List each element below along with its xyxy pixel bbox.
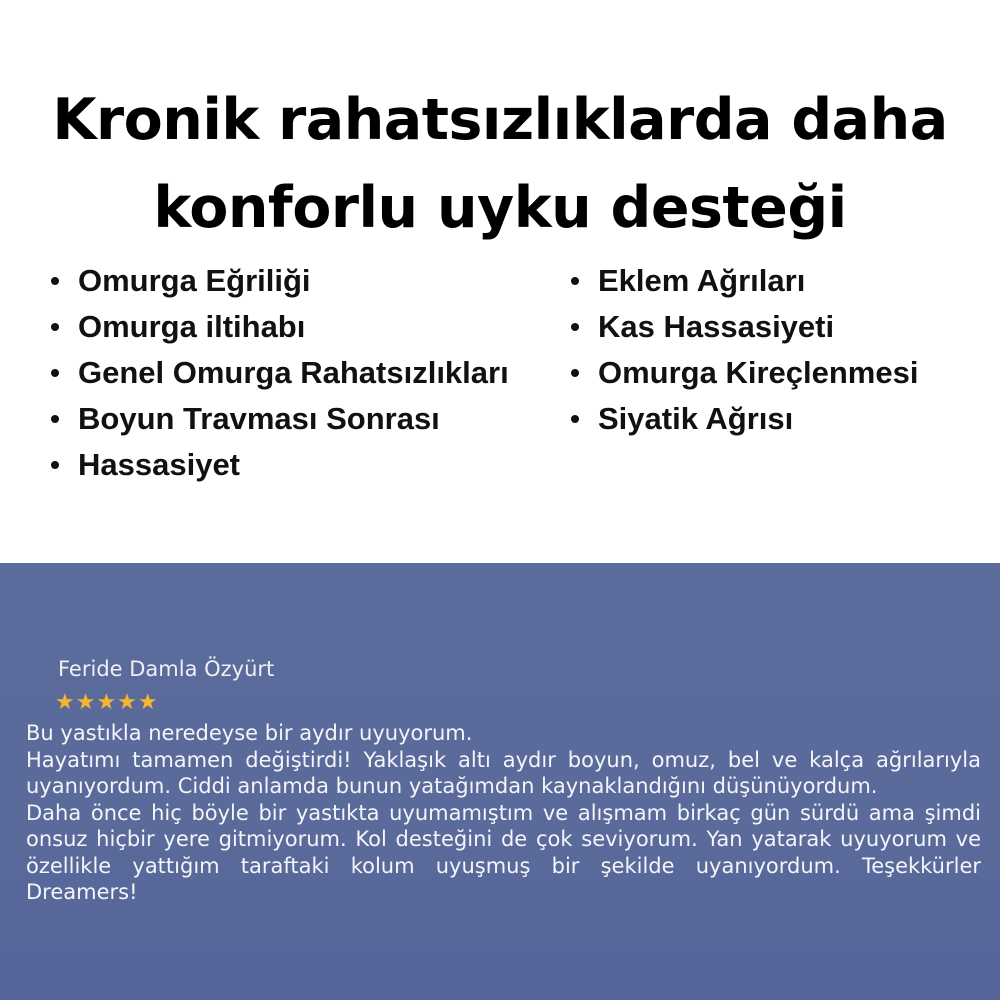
- review-text: [26, 720, 981, 906]
- page-title: [0, 76, 1000, 252]
- review-paragraph: Hayatımı tamamen değiştirdi! Yaklaşık altı aydır boyun, omuz, bel ve kalça ağrılarıyla uyanıyordum. Ciddi anlamda bunun yatağımdan kaynaklandığını düşünüyordum.: [26, 747, 981, 798]
- list-item: Hassasiyet: [50, 442, 509, 488]
- bullet-icon: [571, 415, 579, 423]
- reviewer-name: Feride Damla Özyürt: [58, 657, 275, 681]
- list-item: Eklem Ağrıları: [570, 258, 918, 304]
- bullet-icon: [51, 369, 59, 377]
- bullet-icon: [571, 277, 579, 285]
- bullet-icon: [51, 277, 59, 285]
- list-item: Omurga Kireçlenmesi: [570, 350, 918, 396]
- bullet-icon: [571, 369, 579, 377]
- review-paragraph: Daha önce hiç böyle bir yastıkta uyumamıştım ve alışmam birkaç gün sürdü ama şimdi onsuz hiçbir yere gitmiyorum. Kol desteğini de çok seviyorum. Yan yatarak uyuyorum ve özellikle yattığım taraftaki kolum uyuşmuş bir şekilde uyanıyordum. Teşekkürler Dreamers!: [26, 800, 981, 904]
- star-rating-icon: ★★★★★: [55, 689, 159, 714]
- bullet-icon: [51, 415, 59, 423]
- bullet-icon: [51, 323, 59, 331]
- list-item: Omurga iltihabı: [50, 304, 509, 350]
- title-line-2: konforlu uyku desteği: [153, 175, 847, 242]
- bullet-icon: [571, 323, 579, 331]
- list-item: Boyun Travması Sonrası: [50, 396, 509, 442]
- review-paragraph: Bu yastıkla neredeyse bir aydır uyuyorum.: [26, 721, 473, 745]
- list-item: Genel Omurga Rahatsızlıkları: [50, 350, 509, 396]
- conditions-list-left: [50, 258, 509, 488]
- list-item: Siyatik Ağrısı: [570, 396, 918, 442]
- list-item: Omurga Eğriliği: [50, 258, 509, 304]
- title-line-1: Kronik rahatsızlıklarda daha: [52, 87, 948, 154]
- review-panel: [0, 563, 1000, 1000]
- conditions-list-right: [570, 258, 918, 442]
- list-item: Kas Hassasiyeti: [570, 304, 918, 350]
- bullet-icon: [51, 461, 59, 469]
